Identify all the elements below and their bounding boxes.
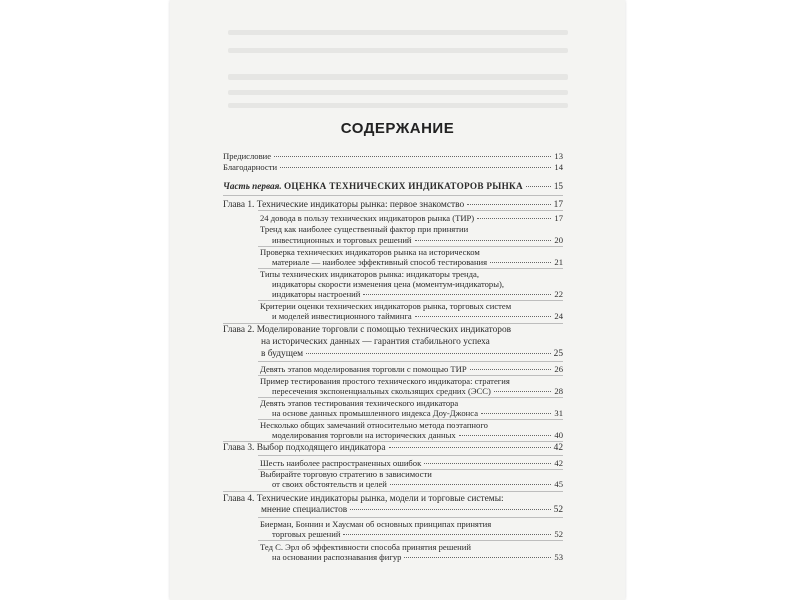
section-title-cont: на основании распознавания фигур bbox=[272, 552, 402, 562]
section-separator bbox=[258, 517, 563, 518]
entry-title: Предисловие bbox=[223, 151, 272, 161]
part-label: Часть первая. bbox=[223, 181, 282, 191]
leader-dots bbox=[274, 156, 551, 157]
toc-chapter-3[interactable] bbox=[223, 443, 563, 453]
leader-dots bbox=[306, 353, 551, 354]
entry-page: 52 bbox=[554, 529, 563, 539]
entry-page: 17 bbox=[554, 213, 563, 223]
section-title-cont: торговых решений bbox=[272, 529, 341, 539]
section-title: Девять этапов моделирования торговли с помощью ТИР bbox=[260, 364, 467, 374]
chapter-separator bbox=[223, 323, 563, 324]
toc-section[interactable] bbox=[272, 479, 563, 489]
entry-page: 26 bbox=[554, 364, 563, 374]
entry-page: 13 bbox=[554, 151, 563, 161]
section-title-cont: и моделей инвестиционного тайминга bbox=[272, 311, 412, 321]
section-title[interactable]: Девять этапов тестирования технического индикатора bbox=[260, 398, 459, 408]
toc-entry-acknowledgements[interactable] bbox=[223, 162, 563, 172]
leader-dots bbox=[481, 413, 551, 414]
toc-section[interactable] bbox=[272, 235, 563, 245]
section-title: Шесть наиболее распространенных ошибок bbox=[260, 458, 422, 468]
leader-dots bbox=[389, 447, 551, 448]
section-separator bbox=[258, 210, 563, 211]
chapter-separator bbox=[223, 491, 563, 492]
chapter-title-cont: в будущем bbox=[261, 349, 304, 359]
section-separator bbox=[258, 455, 563, 456]
section-title[interactable]: Пример тестирования простого технического индикатора: стратегия bbox=[260, 376, 510, 386]
toc-section[interactable] bbox=[272, 408, 563, 418]
section-title[interactable]: Критерии оценки технических индикаторов рынка, торговых систем bbox=[260, 301, 512, 311]
leader-dots bbox=[494, 391, 552, 392]
entry-page: 52 bbox=[553, 505, 563, 515]
leader-dots bbox=[350, 509, 550, 510]
chapter-title: Технические индикаторы рынка: первое знакомство bbox=[256, 200, 465, 210]
leader-dots bbox=[280, 167, 551, 168]
chapter-title-cont: мнение специалистов bbox=[261, 505, 348, 515]
toc-chapter-1[interactable] bbox=[223, 200, 563, 210]
leader-dots bbox=[415, 316, 552, 317]
toc-chapter-4-end[interactable] bbox=[261, 505, 563, 515]
leader-dots bbox=[526, 186, 551, 187]
chapter-title: Выбор подходящего индикатора bbox=[256, 443, 386, 453]
leader-dots bbox=[490, 262, 551, 263]
toc-section[interactable] bbox=[272, 386, 563, 396]
section-separator bbox=[258, 361, 563, 362]
leader-dots bbox=[390, 484, 552, 485]
chapter-label: Глава 3. bbox=[223, 443, 255, 453]
toc-section[interactable] bbox=[260, 458, 563, 468]
section-title-cont: моделирования торговли на исторических данных bbox=[272, 430, 456, 440]
section-title[interactable]: Биерман, Боннин и Хаусман об основных принципах принятия bbox=[260, 519, 492, 529]
section-title[interactable]: Выбирайте торговую стратегию в зависимости bbox=[260, 469, 432, 479]
entry-page: 45 bbox=[554, 479, 563, 489]
leader-dots bbox=[363, 294, 551, 295]
section-title[interactable]: Тренд как наиболее существенный фактор при принятии bbox=[260, 224, 469, 234]
section-title-cont: на основе данных промышленного индекса Доу-Джонса bbox=[272, 408, 479, 418]
chapter-title: Моделирование торговли с помощью технических индикаторов bbox=[256, 325, 512, 335]
toc-chapter-4[interactable] bbox=[223, 494, 504, 504]
chapter-label: Глава 1. bbox=[223, 200, 255, 210]
toc-section[interactable] bbox=[272, 529, 563, 539]
toc-section[interactable] bbox=[260, 213, 563, 223]
entry-page: 14 bbox=[554, 162, 563, 172]
toc-chapter-2-end[interactable] bbox=[261, 349, 563, 359]
leader-dots bbox=[404, 557, 551, 558]
leader-dots bbox=[343, 534, 551, 535]
section-title-cont: от своих обстоятельств и целей bbox=[272, 479, 387, 489]
toc-section[interactable] bbox=[272, 311, 563, 321]
entry-page: 42 bbox=[554, 458, 563, 468]
bleed-through-mark bbox=[228, 74, 568, 80]
entry-page: 42 bbox=[553, 443, 563, 453]
bleed-through-mark bbox=[228, 103, 568, 108]
toc-chapter-2[interactable] bbox=[223, 325, 511, 335]
chapter-label: Глава 2. bbox=[223, 325, 255, 335]
bleed-through-mark bbox=[228, 30, 568, 35]
toc-title: СОДЕРЖАНИЕ bbox=[340, 120, 455, 137]
bleed-through-mark bbox=[228, 90, 568, 95]
entry-page: 22 bbox=[554, 289, 563, 299]
section-title[interactable]: Проверка технических индикаторов рынка на историческом bbox=[260, 247, 480, 257]
section-title-cont: инвестиционных и торговых решений bbox=[272, 235, 412, 245]
toc-section[interactable] bbox=[272, 257, 563, 267]
leader-dots bbox=[477, 218, 551, 219]
section-title-cont: материале — наиболее эффективный способ тестирования bbox=[272, 257, 488, 267]
toc-section[interactable] bbox=[272, 430, 563, 440]
toc-section[interactable] bbox=[272, 552, 563, 562]
leader-dots bbox=[470, 369, 552, 370]
leader-dots bbox=[424, 463, 551, 464]
entry-page: 17 bbox=[553, 200, 563, 210]
section-title-cont: индикаторы скорости изменения цена (моментум-индикаторы), bbox=[272, 279, 504, 289]
chapter-separator bbox=[223, 195, 563, 196]
leader-dots bbox=[415, 240, 552, 241]
toc-entry-preface[interactable] bbox=[223, 151, 563, 161]
leader-dots bbox=[459, 435, 552, 436]
toc-section[interactable] bbox=[260, 364, 563, 374]
entry-page: 24 bbox=[554, 311, 563, 321]
section-title: 24 довода в пользу технических индикаторов рынка (ТИР) bbox=[260, 213, 475, 223]
entry-page: 20 bbox=[554, 235, 563, 245]
entry-page: 15 bbox=[553, 181, 563, 191]
chapter-title: Технические индикаторы рынка, модели и торговые системы: bbox=[256, 494, 504, 504]
chapter-separator bbox=[223, 441, 563, 442]
toc-part-one[interactable] bbox=[223, 181, 563, 191]
toc-section[interactable] bbox=[272, 289, 563, 299]
entry-page: 28 bbox=[554, 386, 563, 396]
entry-title: Благодарности bbox=[223, 162, 278, 172]
entry-page: 25 bbox=[553, 349, 563, 359]
entry-page: 31 bbox=[554, 408, 563, 418]
leader-dots bbox=[467, 204, 550, 205]
entry-page: 21 bbox=[554, 257, 563, 267]
chapter-title-cont: на исторических данных — гарантия стабильного успеха bbox=[261, 337, 490, 347]
section-title-cont: индикаторы настроений bbox=[272, 289, 361, 299]
bleed-through-mark bbox=[228, 48, 568, 53]
section-title[interactable]: Типы технических индикаторов рынка: индикаторы тренда, bbox=[260, 269, 479, 279]
section-title[interactable]: Тед С. Эрл об эффективности способа принятия решений bbox=[260, 542, 471, 552]
section-title[interactable]: Несколько общих замечаний относительно метода поэтапного bbox=[260, 420, 488, 430]
chapter-label: Глава 4. bbox=[223, 494, 255, 504]
part-title: ОЦЕНКА ТЕХНИЧЕСКИХ ИНДИКАТОРОВ РЫНКА bbox=[283, 181, 523, 191]
entry-page: 53 bbox=[554, 552, 563, 562]
section-separator bbox=[258, 540, 563, 541]
entry-page: 40 bbox=[554, 430, 563, 440]
section-title-cont: пересечения экспоненциальных скользящих средних (ЭСС) bbox=[272, 386, 491, 396]
